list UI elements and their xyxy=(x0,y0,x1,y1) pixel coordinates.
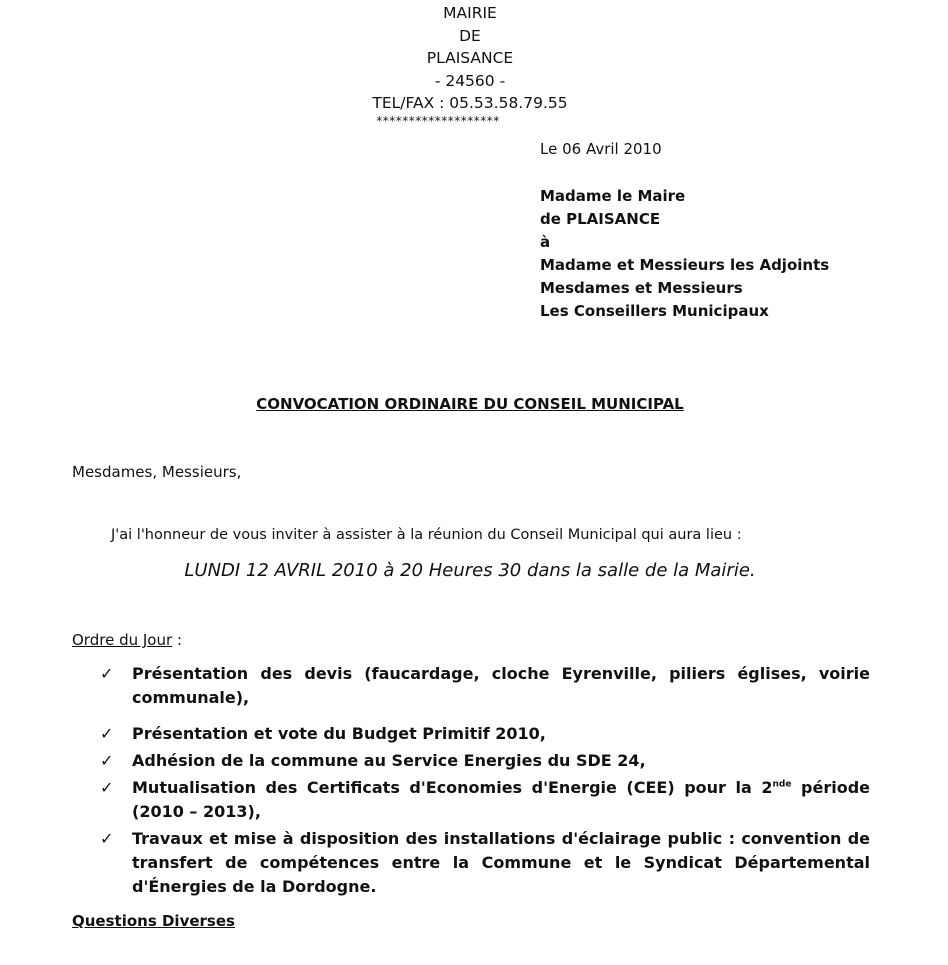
agenda-item-text: Présentation et vote du Budget Primitif 2010, xyxy=(132,724,546,743)
recipient-block xyxy=(540,185,829,323)
meeting-details: LUNDI 12 AVRIL 2010 à 20 Heures 30 dans la salle de la Mairie. xyxy=(184,560,756,581)
agenda-list xyxy=(100,662,870,902)
checkmark-icon: ✓ xyxy=(100,664,114,683)
intro-paragraph: J'ai l'honneur de vous inviter à assister à la réunion du Conseil Municipal qui aura lieu : xyxy=(111,527,742,543)
letterhead-line-town: PLAISANCE xyxy=(426,49,514,67)
agenda-item-text: Adhésion de la commune au Service Energies du SDE 24, xyxy=(132,751,646,770)
letterhead xyxy=(340,2,600,127)
recipient-line: Les Conseillers Municipaux xyxy=(540,302,769,320)
ordinal-superscript: nde xyxy=(772,779,792,790)
agenda-item xyxy=(100,722,870,746)
agenda-item xyxy=(100,749,870,773)
agenda-heading xyxy=(72,631,182,649)
letterhead-divider: ******************* xyxy=(376,113,500,128)
agenda-item-text xyxy=(132,778,870,821)
letterhead-line-mairie: MAIRIE xyxy=(443,4,497,22)
checkmark-icon: ✓ xyxy=(100,829,114,848)
checkmark-icon: ✓ xyxy=(100,751,114,770)
questions-heading: Questions Diverses xyxy=(72,912,235,930)
checkmark-icon: ✓ xyxy=(100,724,114,743)
agenda-heading-label: Ordre du Jour xyxy=(72,631,173,649)
letterhead-line-de: DE xyxy=(459,26,481,45)
recipient-line: de PLAISANCE xyxy=(540,210,661,228)
recipient-line: Madame le Maire xyxy=(540,187,686,205)
agenda-item xyxy=(100,662,870,710)
recipient-line: à xyxy=(540,233,551,251)
letterhead-postcode: - 24560 - xyxy=(434,71,506,90)
agenda-item xyxy=(100,827,870,899)
document-title: CONVOCATION ORDINAIRE DU CONSEIL MUNICIPAL xyxy=(256,395,684,413)
agenda-item-text-rest: période (2010 – 2013), xyxy=(132,778,871,821)
checkmark-icon: ✓ xyxy=(100,778,114,797)
letter-date: Le 06 Avril 2010 xyxy=(540,140,662,158)
recipient-line: Mesdames et Messieurs xyxy=(540,279,743,297)
salutation: Mesdames, Messieurs, xyxy=(72,463,242,481)
letterhead-phone: TEL/FAX : 05.53.58.79.55 xyxy=(372,94,568,112)
recipient-line: Madame et Messieurs les Adjoints xyxy=(540,256,830,274)
agenda-item xyxy=(100,776,870,824)
agenda-heading-colon: : xyxy=(172,631,182,649)
agenda-item-text: Travaux et mise à disposition des installations d'éclairage public : convention de transfert de compétences entre la Commune et le Syndicat Départemental d'Énergies de la Dordogne. xyxy=(132,829,870,896)
agenda-item-text: Présentation des devis (faucardage, cloche Eyrenville, piliers églises, voirie communale), xyxy=(132,664,870,707)
agenda-item-text-main: Mutualisation des Certificats d'Economies d'Energie (CEE) pour la 2 xyxy=(132,778,773,797)
